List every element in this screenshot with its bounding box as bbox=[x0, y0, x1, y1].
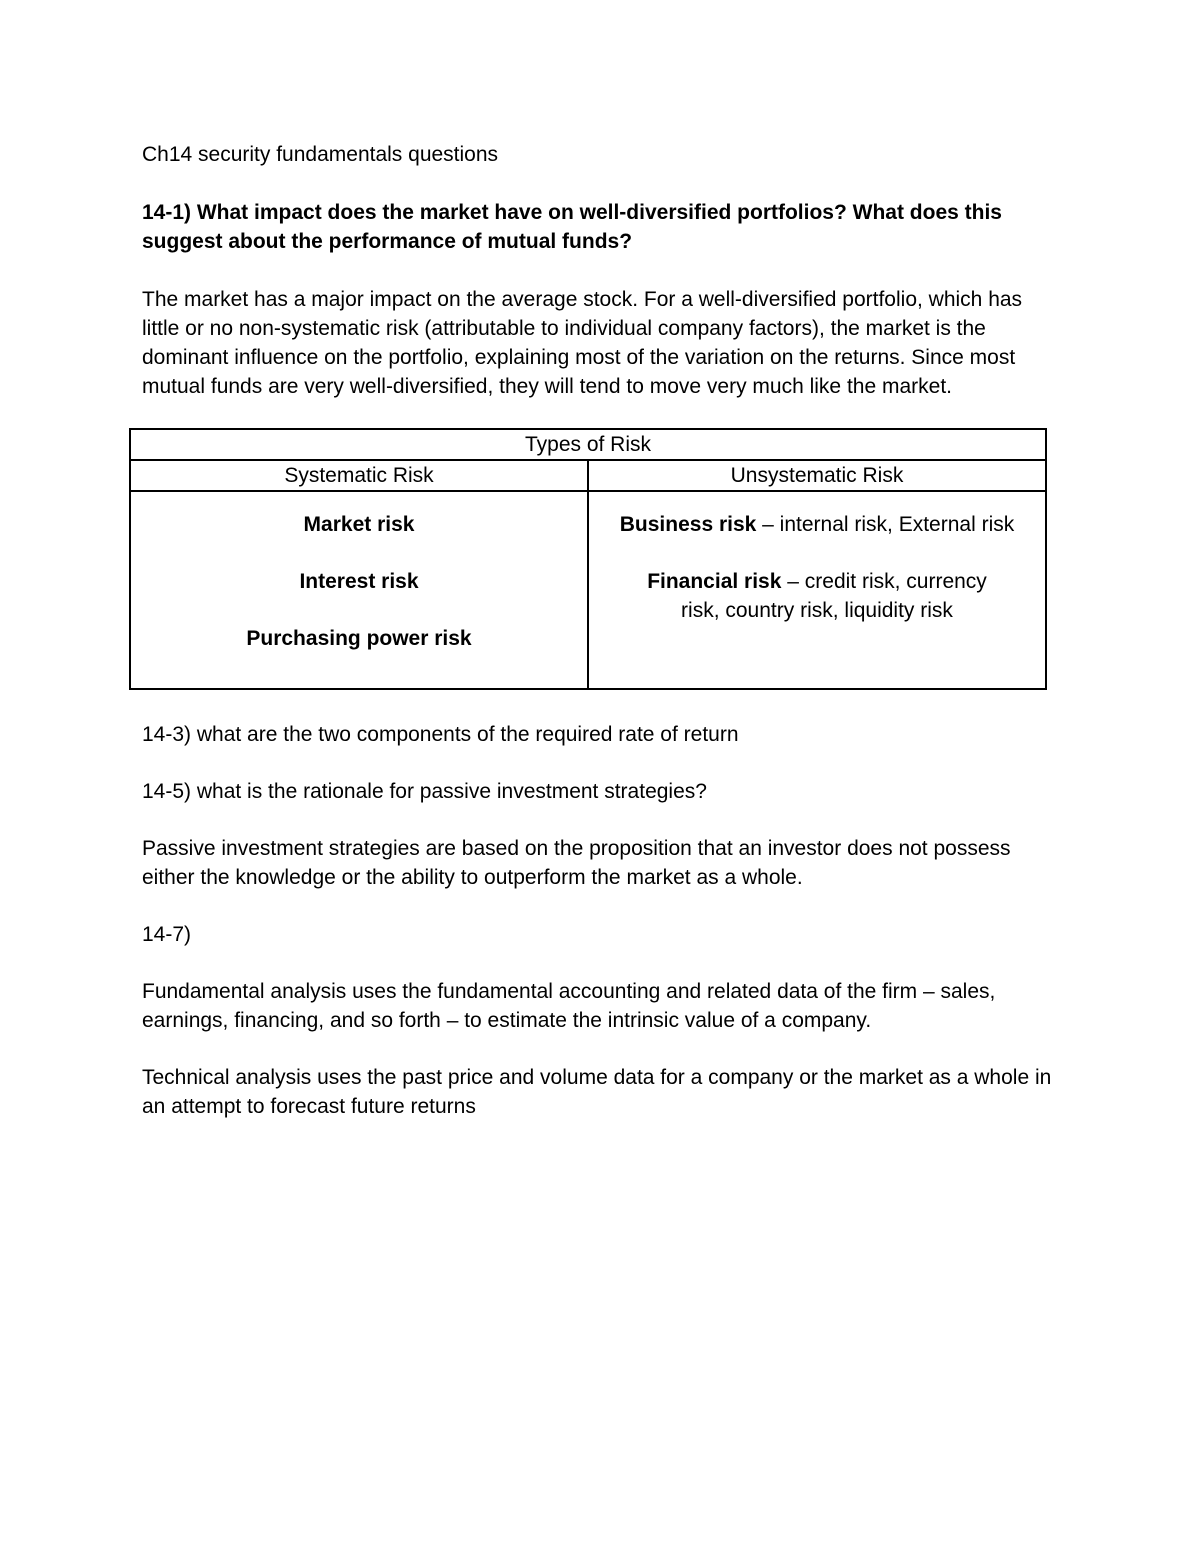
types-of-risk-table bbox=[129, 428, 1047, 690]
risk-name: Financial risk bbox=[647, 570, 782, 593]
document-body bbox=[142, 140, 1062, 428]
document-title: Ch14 security fundamentals questions bbox=[142, 143, 499, 166]
column-header-unsystematic: Unsystematic Risk bbox=[588, 460, 1046, 491]
risk-name: Business risk bbox=[619, 513, 757, 536]
unsystematic-risk-cell bbox=[588, 491, 1046, 689]
document-body-continued bbox=[142, 720, 1062, 1121]
column-header-systematic: Systematic Risk bbox=[130, 460, 588, 491]
table-title: Types of Risk bbox=[130, 429, 1046, 460]
question-14-7: 14-7) bbox=[142, 923, 192, 946]
risk-detail: – internal risk, External risk bbox=[756, 513, 1015, 536]
systematic-risk-cell bbox=[130, 491, 588, 689]
risk-detail: – credit risk, currency risk, country risk, liquidity risk bbox=[681, 570, 987, 622]
question-14-1: 14-1) What impact does the market have on well-diversified portfolios? What does this suggest about the performance of mutual funds? bbox=[142, 201, 1002, 253]
systematic-risk-item: Interest risk bbox=[299, 570, 419, 593]
answer-14-5: Passive investment strategies are based on the proposition that an investor does not possess either the knowledge or the ability to outperform the market as a whole. bbox=[142, 837, 1011, 889]
answer-14-7-technical: Technical analysis uses the past price and volume data for a company or the market as a whole in an attempt to forecast future returns bbox=[142, 1066, 1052, 1118]
answer-14-1: The market has a major impact on the average stock. For a well-diversified portfolio, which has little or no non-systematic risk (attributable to individual company factors), the market is the dominant influence on the portfolio, explaining most of the variation on the returns. Since most mutual funds are very well-diversified, they will tend to move very much like the market. bbox=[142, 288, 1023, 398]
systematic-risk-item: Market risk bbox=[303, 513, 415, 536]
unsystematic-risk-item bbox=[589, 510, 1045, 539]
unsystematic-risk-item bbox=[589, 567, 1045, 625]
systematic-risk-item: Purchasing power risk bbox=[246, 627, 472, 650]
question-14-3: 14-3) what are the two components of the required rate of return bbox=[142, 723, 739, 746]
question-14-5: 14-5) what is the rationale for passive investment strategies? bbox=[142, 780, 707, 803]
answer-14-7-fundamental: Fundamental analysis uses the fundamental accounting and related data of the firm – sales, earnings, financing, and so forth – to estimate the intrinsic value of a company. bbox=[142, 980, 996, 1032]
